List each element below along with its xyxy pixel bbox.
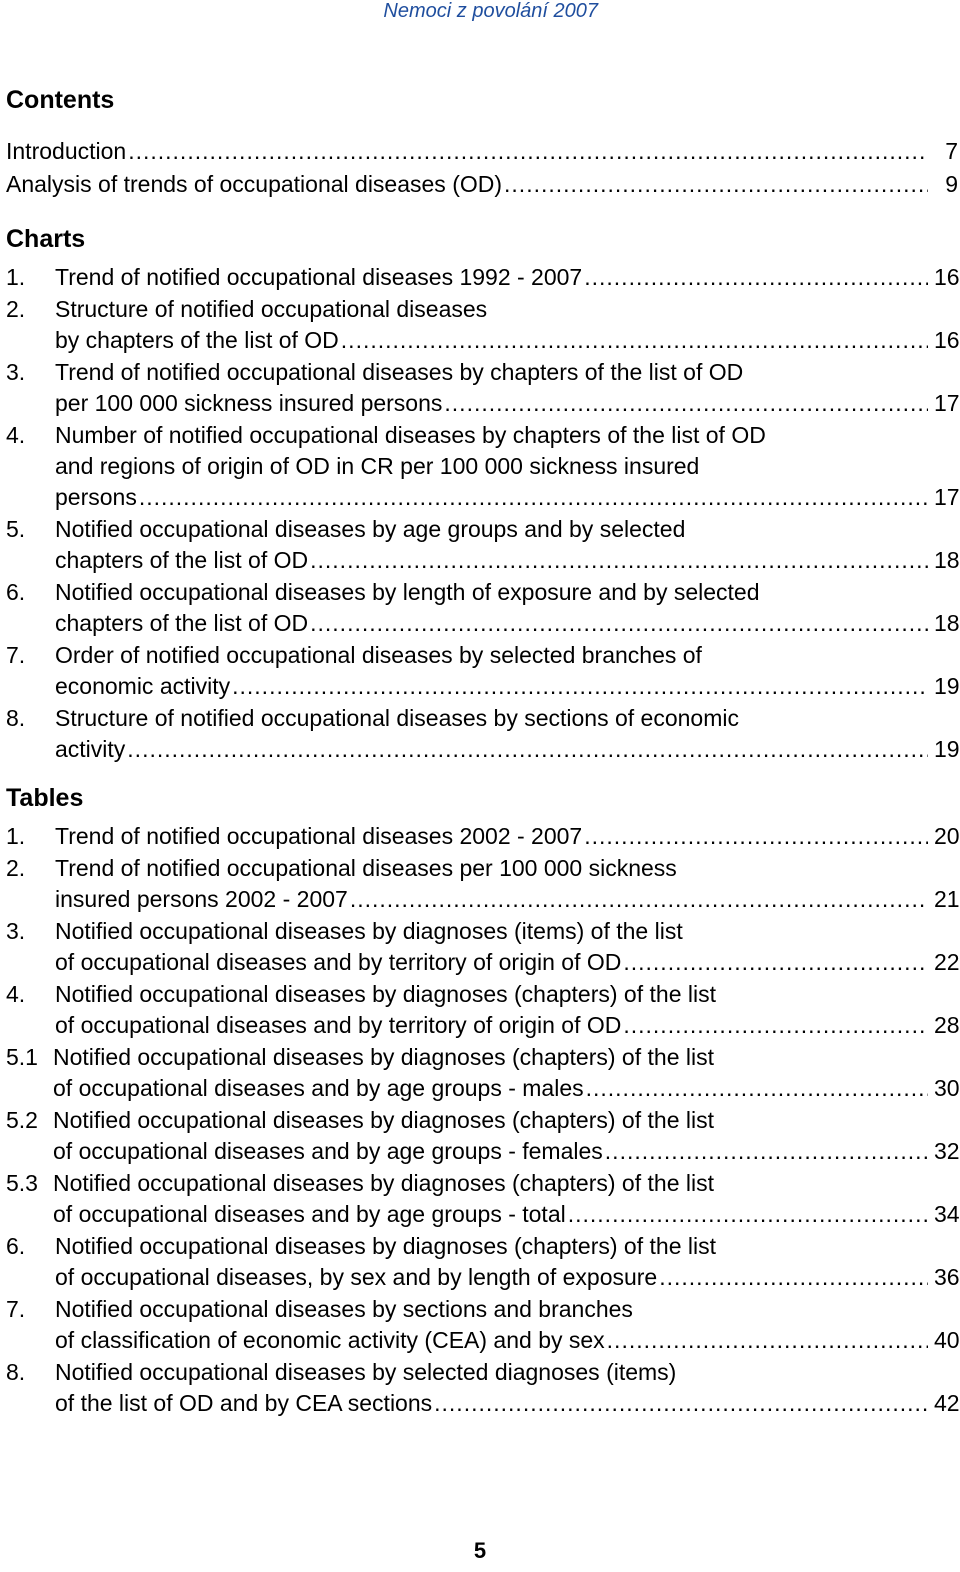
entry-title: Trend of notified occupational diseases 1992 - 2007 — [55, 264, 583, 290]
entry-page-number: 34 — [934, 1201, 960, 1227]
entry-number: 4. — [6, 422, 26, 448]
entry-page-number: 19 — [934, 673, 960, 699]
entry-title: Structure of notified occupational diseases — [55, 296, 488, 322]
entry-title: Trend of notified occupational diseases by chapters of the list of OD — [55, 359, 744, 385]
entry-number: 5.1 — [6, 1044, 38, 1070]
entry-title: Introduction — [6, 138, 127, 164]
dot-leader — [127, 735, 928, 764]
entry-number: 8. — [6, 1359, 26, 1385]
entry-title: activity — [55, 736, 126, 762]
entry-page-number: 18 — [934, 610, 960, 636]
entry-title: Order of notified occupational diseases by selected branches of — [55, 642, 702, 668]
entry-title: of classification of economic activity (CEA) and by sex — [55, 1327, 605, 1353]
entry-title: Notified occupational diseases by diagnoses (chapters) of the list — [53, 1107, 714, 1133]
entry-title: by chapters of the list of OD — [55, 327, 339, 353]
entry-page-number: 30 — [934, 1075, 960, 1101]
entry-number: 6. — [6, 579, 26, 605]
entry-title: Notified occupational diseases by diagnoses (chapters) of the list — [53, 1044, 714, 1070]
entry-page-number: 28 — [934, 1012, 960, 1038]
dot-leader — [341, 326, 928, 355]
entry-title: economic activity — [55, 673, 231, 699]
entry-page-number: 17 — [934, 484, 960, 510]
entry-page-number: 16 — [934, 264, 960, 290]
entry-title: persons — [55, 484, 137, 510]
entry-title: of occupational diseases and by territory of origin of OD — [55, 1012, 622, 1038]
entry-title: of occupational diseases, by sex and by length of exposure — [55, 1264, 658, 1290]
dot-leader — [584, 822, 928, 851]
entry-page-number: 7 — [945, 138, 958, 164]
entry-number: 6. — [6, 1233, 26, 1259]
dot-leader — [623, 1011, 928, 1040]
charts-heading: Charts — [6, 225, 86, 253]
entry-page-number: 32 — [934, 1138, 960, 1164]
dot-leader — [605, 1137, 928, 1166]
contents-heading: Contents — [6, 86, 115, 114]
entry-number: 4. — [6, 981, 26, 1007]
entry-page-number: 40 — [934, 1327, 960, 1353]
entry-page-number: 21 — [934, 886, 960, 912]
entry-title: of occupational diseases and by age groups - total — [53, 1201, 566, 1227]
entry-page-number: 9 — [945, 171, 958, 197]
dot-leader — [310, 546, 928, 575]
entry-number: 1. — [6, 823, 26, 849]
page-number: 5 — [473, 1538, 487, 1563]
entry-title: insured persons 2002 - 2007 — [55, 886, 348, 912]
entry-number: 5.3 — [6, 1170, 38, 1196]
running-header: Nemoci z povolání 2007 — [383, 0, 598, 22]
dot-leader — [232, 672, 928, 701]
dot-leader — [434, 1389, 928, 1418]
dot-leader — [310, 609, 928, 638]
entry-title: Notified occupational diseases by sections and branches — [55, 1296, 633, 1322]
dot-leader — [584, 263, 928, 292]
entry-page-number: 20 — [934, 823, 960, 849]
entry-page-number: 16 — [934, 327, 960, 353]
entry-title: Notified occupational diseases by diagnoses (items) of the list — [55, 918, 683, 944]
entry-title: Notified occupational diseases by selected diagnoses (items) — [55, 1359, 677, 1385]
entry-title: Number of notified occupational diseases by chapters of the list of OD — [55, 422, 766, 448]
entry-title: Trend of notified occupational diseases per 100 000 sickness — [55, 855, 677, 881]
dot-leader — [586, 1074, 928, 1103]
entry-title: Analysis of trends of occupational diseases (OD) — [6, 171, 503, 197]
entry-page-number: 22 — [934, 949, 960, 975]
entry-title: Notified occupational diseases by diagnoses (chapters) of the list — [53, 1170, 714, 1196]
entry-title: Notified occupational diseases by diagnoses (chapters) of the list — [55, 981, 716, 1007]
entry-title: chapters of the list of OD — [55, 610, 309, 636]
dot-leader — [128, 137, 928, 166]
dot-leader — [623, 948, 928, 977]
dot-leader — [568, 1200, 928, 1229]
dot-leader — [444, 389, 928, 418]
entry-title: Trend of notified occupational diseases 2002 - 2007 — [55, 823, 583, 849]
entry-title: of occupational diseases and by age groups - females — [53, 1138, 603, 1164]
tables-heading: Tables — [6, 784, 84, 812]
entry-number: 5.2 — [6, 1107, 38, 1133]
entry-number: 2. — [6, 296, 26, 322]
entry-page-number: 18 — [934, 547, 960, 573]
entry-title: of occupational diseases and by age groups - males — [53, 1075, 584, 1101]
entry-title: of occupational diseases and by territory of origin of OD — [55, 949, 622, 975]
dot-leader — [504, 170, 928, 199]
entry-number: 8. — [6, 705, 26, 731]
entry-number: 1. — [6, 264, 26, 290]
dot-leader — [350, 885, 928, 914]
entry-number: 2. — [6, 855, 26, 881]
entry-page-number: 17 — [934, 390, 960, 416]
entry-number: 5. — [6, 516, 26, 542]
entry-title: and regions of origin of OD in CR per 100 000 sickness insured — [55, 453, 700, 479]
entry-title: Notified occupational diseases by length of exposure and by selected — [55, 579, 760, 605]
dot-leader — [607, 1326, 928, 1355]
entry-title: Structure of notified occupational diseases by sections of economic — [55, 705, 739, 731]
entry-page-number: 36 — [934, 1264, 960, 1290]
dot-leader — [659, 1263, 928, 1292]
entry-page-number: 42 — [934, 1390, 960, 1416]
entry-title: per 100 000 sickness insured persons — [55, 390, 443, 416]
entry-page-number: 19 — [934, 736, 960, 762]
entry-title: Notified occupational diseases by diagnoses (chapters) of the list — [55, 1233, 716, 1259]
entry-number: 7. — [6, 642, 26, 668]
entry-number: 3. — [6, 918, 26, 944]
entry-number: 3. — [6, 359, 26, 385]
entry-title: chapters of the list of OD — [55, 547, 309, 573]
dot-leader — [139, 483, 928, 512]
entry-number: 7. — [6, 1296, 26, 1322]
entry-title: of the list of OD and by CEA sections — [55, 1390, 433, 1416]
entry-title: Notified occupational diseases by age groups and by selected — [55, 516, 686, 542]
